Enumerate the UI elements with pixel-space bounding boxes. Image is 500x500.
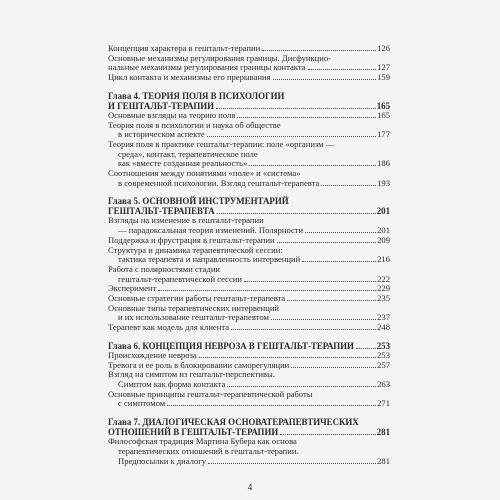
toc-page-number: 209 xyxy=(377,234,390,245)
toc-entry-title: и их использование гештальт-терапевтом xyxy=(118,312,269,323)
table-of-contents xyxy=(108,44,390,466)
toc-entry-title: с симптомом xyxy=(118,398,166,409)
leader-dots xyxy=(167,405,376,406)
toc-page-number: 177 xyxy=(377,129,390,140)
toc-page-number: 216 xyxy=(377,254,390,265)
leader-dots xyxy=(262,50,376,51)
toc-page-number: 201 xyxy=(377,225,390,236)
toc-page-number: 222 xyxy=(377,273,390,284)
leader-dots xyxy=(277,242,377,243)
toc-entry-title: Соотношения между понятиями «поле» и «система» xyxy=(108,168,301,179)
leader-dots xyxy=(249,165,376,166)
toc-entry-title: Поддержка и фрустрация в гештальт-терапии xyxy=(108,234,275,245)
toc-entry-title: Работа с полярностями стадии xyxy=(108,263,221,274)
toc-chapter-heading xyxy=(108,196,390,206)
toc-page-number: 201 xyxy=(376,206,390,217)
toc-entry-title: Терапевт как модель для клиента xyxy=(108,322,230,333)
toc-entry-title: Философская традиция Мартина Бубера как основа xyxy=(108,436,297,447)
leader-dots xyxy=(308,69,377,70)
toc-entry-title: Основные типы терапевтических интервенций xyxy=(108,302,280,313)
toc-page-number: 263 xyxy=(377,378,390,389)
toc-entry-title: нальные механизмы регулирования границы контакта xyxy=(108,62,306,73)
toc-entry-title: Цикл контакта и механизмы его прерывания xyxy=(108,72,271,83)
toc-page-number: 237 xyxy=(377,312,390,323)
toc-entry-title: Структура и динамика терапевтической сессии: xyxy=(108,244,283,255)
toc-entry-title: Глава 7. ДИАЛОГИЧЕСКАЯ ОСНОВАТЕРАПЕВТИЧЕСКИХ xyxy=(108,417,359,428)
toc-entry-title: как «вместе созданная реальность» xyxy=(118,158,248,169)
toc-page-number: 281 xyxy=(376,427,390,438)
toc-page-number: 257 xyxy=(377,359,390,370)
page-number: 4 xyxy=(247,482,253,492)
toc-page-number: 127 xyxy=(377,62,390,73)
toc-page-number: 186 xyxy=(377,158,390,169)
toc-page-number: 229 xyxy=(377,283,390,294)
toc-entry-title: в современной психологии. Взгляд гештальт-терапевта xyxy=(118,177,320,188)
toc-entry xyxy=(108,399,390,409)
toc-page-number: 248 xyxy=(377,322,390,333)
leader-dots xyxy=(216,108,376,109)
toc-chapter-heading xyxy=(108,417,390,427)
toc-chapter-heading xyxy=(108,91,390,101)
leader-dots xyxy=(227,386,376,387)
toc-entry-title: тактика терапевта и направленность интервенций xyxy=(118,254,301,265)
toc-page-number: 253 xyxy=(376,340,390,351)
toc-entry-title: — парадоксальная теория изменений. Полярности xyxy=(118,225,304,236)
toc-page-number: 193 xyxy=(377,177,390,188)
toc-entry xyxy=(108,179,390,189)
toc-entry xyxy=(108,323,390,333)
toc-entry-title: терапевтических отношений в гештальт-терапии. xyxy=(118,445,299,456)
leader-dots xyxy=(305,232,376,233)
toc-entry-title: гештальт-терапевтической сессии xyxy=(118,273,242,284)
leader-dots xyxy=(302,261,376,262)
leader-dots xyxy=(280,434,375,435)
toc-page-number: 281 xyxy=(377,455,390,466)
leader-dots xyxy=(199,357,376,358)
leader-dots xyxy=(271,319,376,320)
toc-entry-title: Эксперимент xyxy=(108,283,157,294)
leader-dots xyxy=(231,329,376,330)
leader-dots xyxy=(208,463,376,464)
toc-entry-title: Глава 6. КОНЦЕПЦИЯ НЕВРОЗА В ГЕШТАЛЬТ-ТЕРАПИИ xyxy=(108,340,354,351)
toc-page-number: 271 xyxy=(377,398,390,409)
toc-entry-title: ГЕШТАЛЬТ-ТЕРАПЕВТА xyxy=(108,206,215,217)
leader-dots xyxy=(217,213,376,214)
toc-page-number: 165 xyxy=(377,109,390,120)
toc-entry-title: Симптом как форма контакта xyxy=(118,378,226,389)
toc-page-number: 253 xyxy=(377,349,390,360)
leader-dots xyxy=(158,290,376,291)
toc-entry-title: Взгляды на изменение в гештальт-терапии xyxy=(108,215,264,226)
toc-entry-title: Основные стратегии работы гештальт-терапевта xyxy=(108,293,286,304)
toc-entry-title: Основные механизмы регулирования границы. Дисфункцио- xyxy=(108,52,332,63)
toc-page-number: 235 xyxy=(377,293,390,304)
leader-dots xyxy=(273,79,377,80)
toc-entry-title: Концепция характера в гештальт-терапии xyxy=(108,43,261,53)
toc-page-number: 159 xyxy=(377,72,390,83)
toc-entry xyxy=(108,457,390,467)
toc-page-number: 165 xyxy=(376,100,390,111)
leader-dots xyxy=(287,300,376,301)
toc-entry-title: Происхождение невроза xyxy=(108,349,197,360)
toc-entry-title: Взгляд на симптом из гештальт-перспективы. xyxy=(108,369,275,380)
leader-dots xyxy=(207,136,376,137)
toc-entry-title: Основные взгляды на теорию поля xyxy=(108,109,236,120)
toc-entry-title: Глава 4. ТЕОРИЯ ПОЛЯ В ПСИХОЛОГИИ xyxy=(108,90,285,101)
toc-page-number: 126 xyxy=(377,43,390,53)
toc-entry-title: Глава 5. ОСНОВНОЙ ИНСТРУМЕНТАРИЙ xyxy=(108,196,289,207)
leader-dots xyxy=(321,185,376,186)
leader-dots xyxy=(244,281,376,282)
toc-entry-title: Основные принципы гештальт-терапевтической работы xyxy=(108,388,313,399)
toc-entry-title: И ГЕШТАЛЬТ-ТЕРАПИИ xyxy=(108,100,215,111)
toc-entry xyxy=(108,73,390,83)
leader-dots xyxy=(237,117,376,118)
leader-dots xyxy=(291,367,376,368)
toc-entry-title: Теория поля в психологии и наука об обществе xyxy=(108,119,281,130)
toc-entry-title: Предпосылки к диалогу xyxy=(118,455,207,466)
toc-entry-title: в историческом аспекте xyxy=(118,129,205,140)
toc-entry-title: ОТНОШЕНИЙ В ГЕШТАЛЬТ-ТЕРАПИИ xyxy=(108,427,279,438)
toc-entry-title: Теория поля в практике гештальт-терапии: поле «организм — xyxy=(108,138,335,149)
leader-dots xyxy=(356,348,376,349)
toc-entry-title: Тревога и ее роль в блокировании саморегуляции xyxy=(108,359,290,370)
toc-entry-title: среда», контакт, терапевтическое поле xyxy=(118,148,258,159)
